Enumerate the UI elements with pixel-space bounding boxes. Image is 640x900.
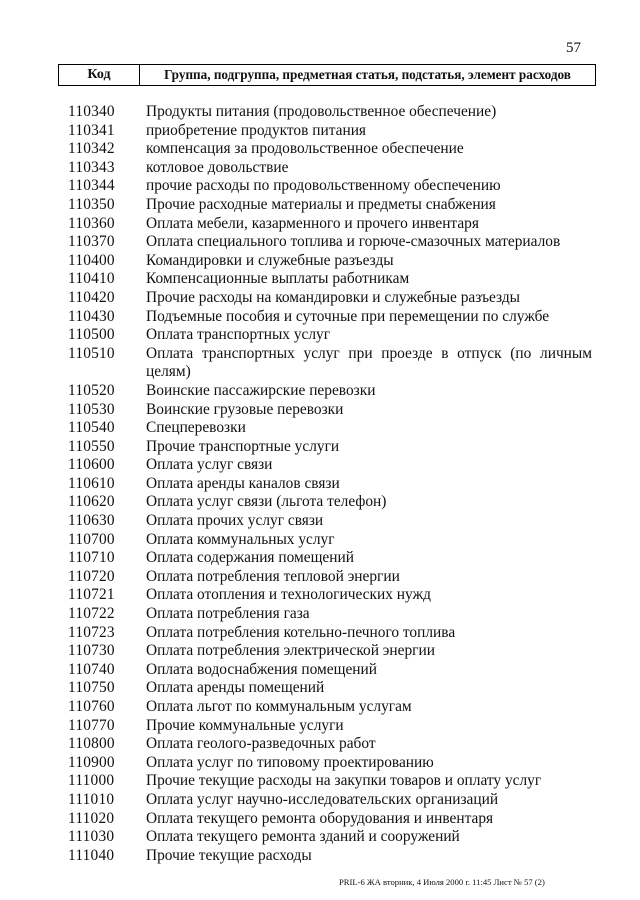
row-code: 110740 [68,660,115,678]
table-row [0,828,640,847]
row-code: 110370 [68,233,115,251]
row-description: Оплата текущего ремонта зданий и сооружений [146,828,460,846]
row-code: 110520 [68,381,115,399]
row-description: Оплата содержания помещений [146,549,354,567]
row-description: Оплата текущего ремонта оборудования и инвентаря [146,809,494,827]
row-description: Воинские грузовые перевозки [146,400,344,418]
header-description: Группа, подгруппа, предметная статья, подстатья, элемент расходов [164,67,571,82]
table-header [58,64,596,86]
table-row [0,289,640,308]
row-code: 110400 [68,251,115,269]
row-description: Оплата аренды каналов связи [146,474,340,492]
table-row [0,512,640,531]
table-row [0,456,640,475]
table-row [0,215,640,234]
table-row [0,531,640,550]
code-list [0,103,640,865]
table-row [0,345,640,382]
table-row [0,493,640,512]
row-description: прочие расходы по продовольственному обеспечению [146,177,501,195]
table-row [0,605,640,624]
row-code: 110600 [68,456,115,474]
row-code: 110730 [68,642,115,660]
table-row [0,791,640,810]
row-code: 110340 [68,103,115,120]
table-row [0,270,640,289]
row-code: 110500 [68,326,115,344]
row-description: Оплата потребления котельно-печного топлива [146,623,456,641]
row-code: 110610 [68,474,115,492]
row-code: 110700 [68,530,115,548]
row-description: Продукты питания (продовольственное обеспечение) [146,103,497,120]
row-description: Оплата аренды помещений [146,679,325,697]
row-description: Оплата коммунальных услуг [146,530,335,548]
row-code: 110344 [68,177,115,195]
row-code: 110350 [68,195,115,213]
table-row [0,140,640,159]
table-row [0,735,640,754]
row-description: Прочие транспортные услуги [146,437,340,455]
row-code: 110410 [68,270,115,288]
row-code: 110722 [68,605,115,623]
row-code: 110723 [68,623,115,641]
row-description: Прочие коммунальные услуги [146,716,344,734]
table-row [0,754,640,773]
row-description: приобретение продуктов питания [146,121,367,139]
table-row [0,847,640,866]
footer-stamp: PRIL-6 ЖА вторник, 4 Июля 2000 г. 11:45 Лист № 57 (2) [339,877,545,887]
row-description: Оплата отопления и технологических нужд [146,586,431,604]
row-code: 111010 [68,790,115,808]
row-description: Оплата потребления тепловой энергии [146,567,400,585]
table-row [0,438,640,457]
table-row [0,549,640,568]
row-code: 111020 [68,809,115,827]
row-description: Оплата мебели, казарменного и прочего инвентаря [146,214,479,232]
table-row [0,308,640,327]
table-row [0,642,640,661]
table-row [0,717,640,736]
row-code: 110620 [68,493,115,511]
table-row [0,122,640,141]
row-description: Подъемные пособия и суточные при перемещении по службе [146,307,550,325]
row-code: 110360 [68,214,115,232]
row-description: Оплата потребления электрической энергии [146,642,435,660]
table-row [0,772,640,791]
row-code: 110430 [68,307,115,325]
table-row [0,196,640,215]
row-description: Прочие расходы на командировки и служебные разъезды [146,288,521,306]
row-description: Прочие расходные материалы и предметы снабжения [146,195,496,213]
table-row [0,568,640,587]
row-description: Командировки и служебные разъезды [146,251,394,269]
row-description: Оплата услуг связи (льгота телефон) [146,493,387,511]
table-row [0,624,640,643]
row-description: Прочие текущие расходы на закупки товаров и оплату услуг [146,772,542,790]
table-row [0,103,640,122]
row-code: 110800 [68,735,115,753]
row-code: 110420 [68,288,115,306]
table-row [0,159,640,178]
row-description: Оплата транспортных услуг при проезде в отпуск (по личным целям) [146,344,592,381]
row-code: 110750 [68,679,115,697]
row-description: Оплата транспортных услуг [146,326,331,344]
table-row [0,475,640,494]
row-description: Воинские пассажирские перевозки [146,381,376,399]
row-description: Оплата услуг по типовому проектированию [146,753,434,771]
table-row [0,419,640,438]
row-code: 110530 [68,400,115,418]
table-row [0,810,640,829]
row-description: Оплата прочих услуг связи [146,512,324,530]
row-code: 110510 [68,344,115,362]
row-description: компенсация за продовольственное обеспечение [146,140,464,158]
row-code: 110550 [68,437,115,455]
table-row [0,679,640,698]
row-code: 110342 [68,140,115,158]
table-row [0,233,640,252]
row-description: Оплата потребления газа [146,605,310,623]
row-description: Оплата специального топлива и горюче-смазочных материалов [146,233,561,251]
row-description: Оплата услуг научно-исследовательских организаций [146,790,499,808]
header-code: Код [59,65,140,85]
row-code: 110710 [68,549,115,567]
row-code: 111000 [68,772,115,790]
row-code: 110900 [68,753,115,771]
row-code: 110760 [68,698,115,715]
row-description: Оплата льгот по коммунальным услугам [146,698,412,715]
row-code: 110770 [68,716,115,734]
row-code: 110721 [68,586,115,604]
table-row [0,252,640,271]
table-row [0,177,640,196]
table-row [0,586,640,605]
row-code: 110720 [68,567,115,585]
table-row [0,661,640,680]
row-code: 110343 [68,158,115,176]
table-row [0,401,640,420]
table-row [0,382,640,401]
row-code: 110540 [68,419,115,437]
row-description: Оплата геолого-разведочных работ [146,735,376,753]
row-description: Спецперевозки [146,419,246,437]
row-description: Оплата услуг связи [146,456,273,474]
row-description: котловое довольствие [146,158,289,176]
row-code: 111030 [68,828,115,846]
row-description: Прочие текущие расходы [146,846,312,864]
table-row [0,698,640,717]
page-number: 57 [566,40,581,56]
row-code: 110341 [68,121,115,139]
row-description: Компенсационные выплаты работникам [146,270,410,288]
row-description: Оплата водоснабжения помещений [146,660,377,678]
table-row [0,326,640,345]
row-code: 111040 [68,846,115,864]
row-code: 110630 [68,512,115,530]
